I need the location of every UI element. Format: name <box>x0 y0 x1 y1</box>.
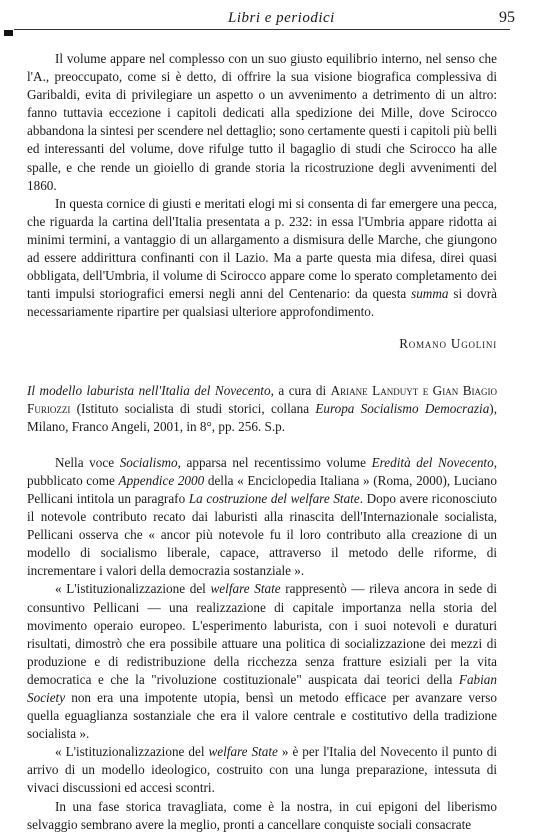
running-title: Libri e periodici <box>228 10 335 26</box>
review2-paragraph-3: « L'istituzionalizzazione del welfare State » è per l'Italia del Novecento il punto di arrivo di un modello ideologico, costruito con una lunga preparazione, intessuta di vivaci discussioni ed accesi scontri. <box>27 744 497 796</box>
page-number: 95 <box>499 9 515 26</box>
page-header <box>0 8 550 32</box>
book-curators: Ariane Landuyt e Gian Biagio Furiozzi <box>27 382 497 416</box>
bibliographic-entry: Il modello laburista nell'Italia del Novecento, a cura di Ariane Landuyt e Gian Biagio Furiozzi (Istituto socialista di studi storici, collana Europa Socialismo Democrazia), Milano, Franco Angeli, 2001, in 8°, pp. 256. S.p. <box>27 382 497 434</box>
header-rule <box>14 29 510 30</box>
review2-paragraph-1: Nella voce Socialismo, apparsa nel recentissimo volume Eredità del Novecento, pubblicato come Appendice 2000 della « Enciclopedia Italiana » (Roma, 2000), Luciano Pellicani intitola un paragrafo La costruzione del welfare State. Dopo avere riconosciuto il notevole contributo recato dai laburisti alla rinascita dell'Internazionale socialista, Pellicani osserva che « ancor più notevole fu il loro contributo alla creazione di un modello di socialismo liberale, capace, attraverso il metodo delle riforme, di incrementare i valori della democrazia sostanziale ». <box>27 454 497 579</box>
review1-paragraph-2: In questa cornice di giusti e meritati elogi mi si consenta di far emergere una pecca, che riguarda la cartina dell'Italia presentata a p. 232: in essa l'Umbria appare ridotta ai minimi termini, a vantaggio di un allargamento a dismisura delle Marche, che giungono ad essere addirittura confinanti con il Lazio. Ma a parte questa mia difesa, direi quasi obbligata, dell'Umbria, il volume di Scirocco appare come lo sperato completamento dei tanti impulsi storiografici emersi negli anni del Centenario: da questa summa si dovrà necessariamente ripartire per qualsiasi ulteriore approfondimento. <box>27 195 497 320</box>
review2-paragraph-2: « L'istituzionalizzazione del welfare State rappresentò — rileva ancora in sede di consuntivo Pellicani — una realizzazione di capitale importanza nella storia del movimento operaio europeo. L'esperimento laburista, con i suoi notevoli e duraturi risultati, dimostrò che era possibile attuare una politica di socializzazione dei mezzi di produzione e di redistribuzione della ricchezza senza fratture esiziali per la vita democratica e che la "rivoluzione costituzionale" auspicata dai teorici della Fabian Society non era una impotente utopia, bensì un metodo efficace per avanzare verso quella eguaglianza sostanziale che era il valore centrale e costitutivo della tradizione socialista ». <box>27 581 497 742</box>
review1-paragraph-1: Il volume appare nel complesso con un suo giusto equilibrio interno, nel senso che l'A., preoccupato, come si è detto, di offrire la sua visione biografica complessiva di Garibaldi, evita di privilegiare un aspetto o un avvenimento a detrimento di un altro: fanno tuttavia eccezione i capitoli dedicati alla spedizione dei Mille, dove Scirocco abbandona la sintesi per scendere nel dettaglio; sono certamente questi i capitoli più belli ed interessanti del volume, dove rifulge tutto il bagaglio di studi che Scirocco ha alle spalle, e che rende un gioiello di grande storia la ricostruzione degli avvenimenti del 1860. <box>27 51 497 193</box>
page-body <box>27 50 497 834</box>
book-series: Europa Socialismo Democrazia <box>315 400 490 416</box>
margin-mark <box>4 30 13 36</box>
review-signature: Romano Ugolini <box>399 336 497 352</box>
section-separator <box>27 354 497 382</box>
review2-paragraph-4: In una fase storica travagliata, come è la nostra, in cui epigoni del liberismo selvaggio sembrano avere la meglio, pronti a cancellare conquiste sociali consacrate <box>27 798 497 832</box>
book-title: Il modello laburista nell'Italia del Novecento <box>27 382 271 398</box>
